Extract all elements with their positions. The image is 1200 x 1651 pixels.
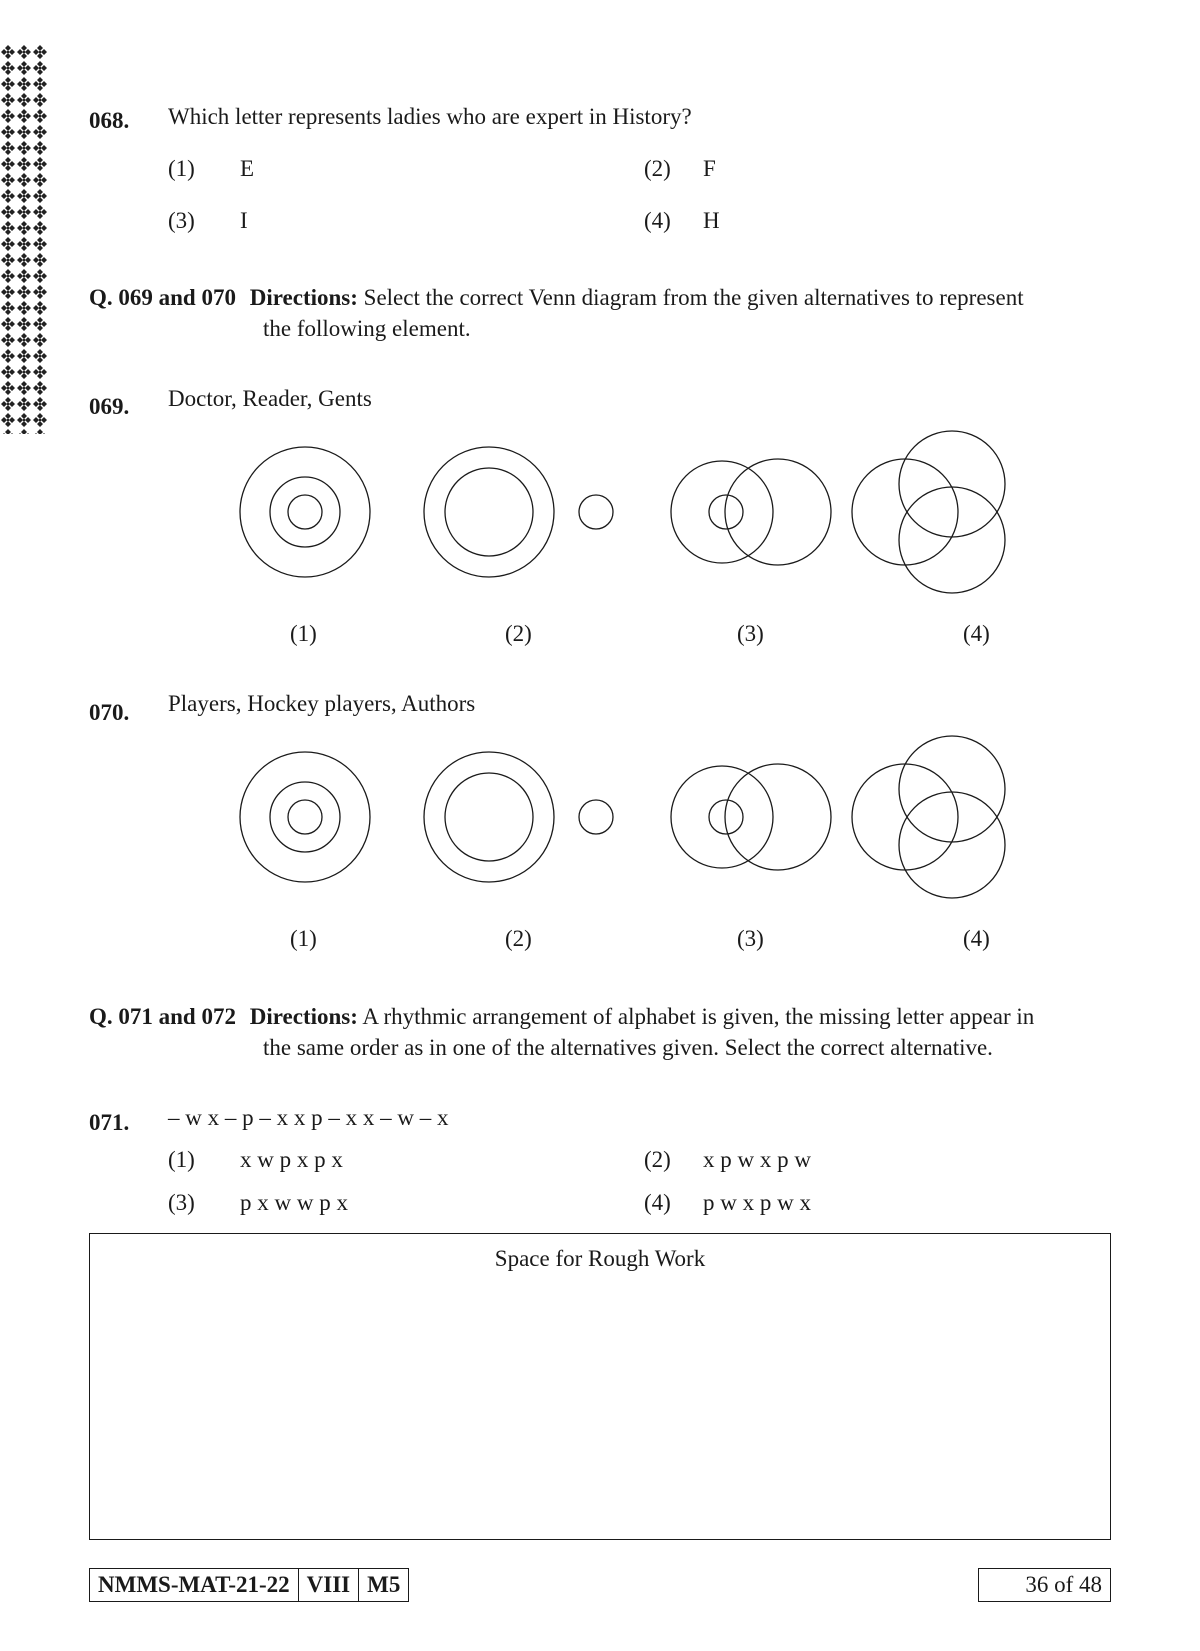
q070-fig-label-2: (2) [505,926,532,951]
q068-option-1-value: E [240,156,255,181]
rough-work-title: Space for Rough Work [494,1246,706,1271]
directions-line-2: the following element. [263,316,471,341]
q068-option-2-value: F [703,156,716,181]
directions-heading: Directions: [249,285,358,310]
q070-fig-label-4: (4) [963,926,990,951]
footer-exam-code: NMMS-MAT-21-22 [90,1569,299,1601]
question-071-series: – w x – p – x x p – x x – w – x [168,1105,449,1130]
q070-venn-2 [424,752,613,882]
directions-line-1: Select the correct Venn diagram from the given alternatives to represent [363,285,1024,310]
q071-option-3-value: p x w w p x [240,1190,348,1215]
q071-option-1-value: x w p x p x [240,1147,343,1172]
q070-fig-label-3: (3) [737,926,764,951]
rough-work-box [89,1233,1111,1540]
directions-071-072 [89,1001,1119,1063]
directions-line-2: the same order as in one of the alternatives given. Select the correct alternative. [263,1035,993,1060]
q071-option-4-value: p w x p w x [703,1190,811,1215]
q069-fig-label-2: (2) [505,621,532,646]
footer-class: VIII [299,1569,359,1601]
q071-option-4-label: (4) [644,1190,671,1215]
q069-fig-label-4: (4) [963,621,990,646]
question-070-text: Players, Hockey players, Authors [168,691,476,716]
q071-option-2-label: (2) [644,1147,671,1172]
footer-page-number: 36 of 48 [978,1568,1111,1602]
question-number-070: 070. [89,700,130,725]
question-number-068: 068. [89,108,130,133]
directions-range: Q. 071 and 072 [89,1004,236,1029]
directions-line-1: A rhythmic arrangement of alphabet is given, the missing letter appear in [362,1004,1035,1029]
directions-heading: Directions: [249,1004,358,1029]
q069-fig-label-1: (1) [290,621,317,646]
q068-option-1-label: (1) [168,156,195,181]
question-069-text: Doctor, Reader, Gents [168,386,372,411]
q068-option-3-value: I [240,208,248,233]
q071-option-2-value: x p w x p w [703,1147,811,1172]
directions-range: Q. 069 and 070 [89,285,236,310]
q071-option-3-label: (3) [168,1190,195,1215]
footer-set: M5 [367,1572,401,1597]
q068-option-3-label: (3) [168,208,195,233]
question-068-text: Which letter represents ladies who are expert in History? [168,104,692,129]
q068-option-4-value: H [703,208,720,233]
question-number-069: 069. [89,394,130,419]
footer-paper-code [89,1568,409,1602]
q071-option-1-label: (1) [168,1147,195,1172]
q070-fig-label-1: (1) [290,926,317,951]
question-number-071: 071. [89,1110,130,1135]
q070-venn-3 [671,764,831,870]
q070-venn-1 [240,752,370,882]
q068-option-2-label: (2) [644,156,671,181]
q068-option-4-label: (4) [644,208,671,233]
q070-venn-4 [852,736,1005,898]
q069-fig-label-3: (3) [737,621,764,646]
